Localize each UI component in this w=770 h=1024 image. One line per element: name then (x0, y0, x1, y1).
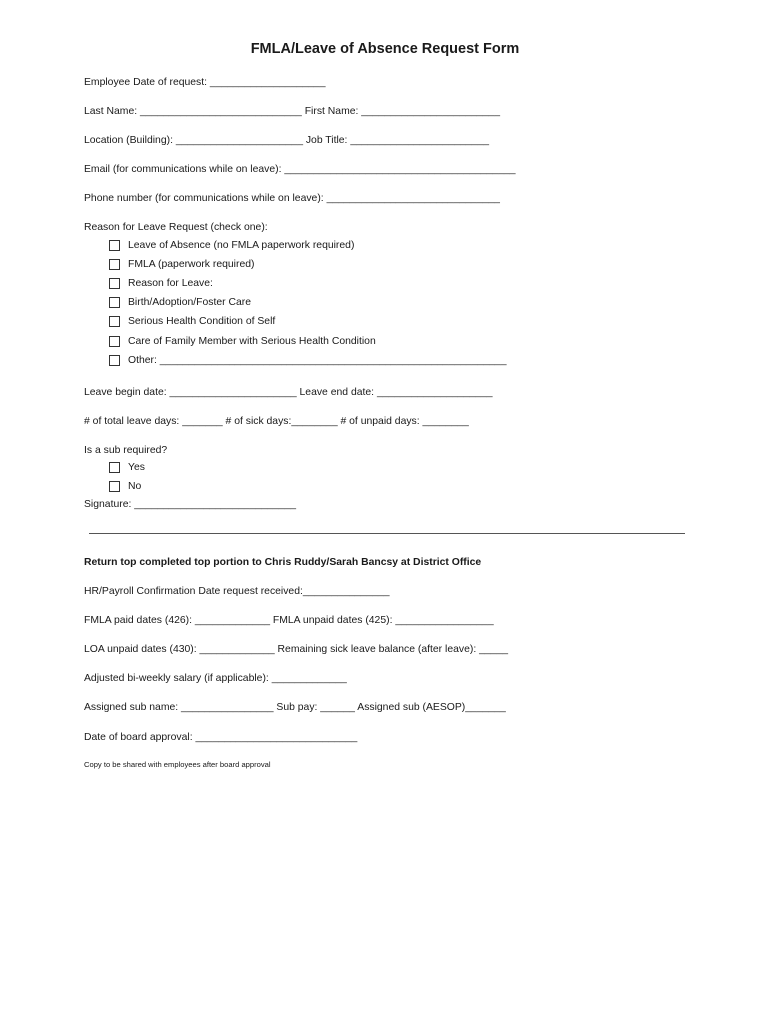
section-divider (89, 533, 685, 534)
name-fields[interactable]: Last Name: ____________________________ First Name: ________________________ (84, 106, 500, 117)
hr-confirmation-field[interactable]: HR/Payroll Confirmation Date request received:_______________ (84, 586, 390, 597)
reason-option-self-health[interactable] (109, 315, 275, 328)
return-instruction: Return top completed top portion to Chris Ruddy/Sarah Bancsy at District Office (84, 557, 482, 568)
fmla-dates-fields[interactable]: FMLA paid dates (426): _____________ FMLA unpaid dates (425): _________________ (84, 615, 494, 626)
reason-option-label: Reason for Leave: (128, 278, 213, 289)
checkbox[interactable] (109, 481, 120, 492)
footer-note: Copy to be shared with employees after board approval (84, 760, 271, 769)
reason-option-loa[interactable] (109, 239, 354, 252)
reason-option-family-care[interactable] (109, 335, 376, 348)
sub-assignment-fields[interactable]: Assigned sub name: ________________ Sub pay: ______ Assigned sub (AESOP)_______ (84, 702, 506, 713)
sub-option-no[interactable] (109, 480, 141, 493)
employee-date-field[interactable]: Employee Date of request: ____________________ (84, 77, 326, 88)
board-approval-field[interactable]: Date of board approval: ____________________________ (84, 732, 358, 743)
checkbox[interactable] (109, 297, 120, 308)
leave-days-fields[interactable]: # of total leave days: _______ # of sick days:________ # of unpaid days: ________ (84, 416, 469, 427)
reason-option-label: Leave of Absence (no FMLA paperwork required) (128, 240, 355, 251)
checkbox[interactable] (109, 462, 120, 473)
reason-option-label: FMLA (paperwork required) (128, 259, 255, 270)
checkbox[interactable] (109, 355, 120, 366)
email-field[interactable]: Email (for communications while on leave): ________________________________________ (84, 164, 516, 175)
checkbox[interactable] (109, 336, 120, 347)
reason-option-label: Birth/Adoption/Foster Care (128, 297, 252, 308)
sub-option-yes[interactable] (109, 461, 145, 474)
signature-field[interactable]: Signature: ____________________________ (84, 499, 297, 510)
sub-option-label: No (128, 481, 142, 492)
loa-dates-fields[interactable]: LOA unpaid dates (430): _____________ Remaining sick leave balance (after leave): _____ (84, 644, 508, 655)
form-title: FMLA/Leave of Absence Request Form (250, 41, 520, 57)
reason-option-birth-adoption[interactable] (109, 296, 251, 309)
leave-dates-fields[interactable]: Leave begin date: ______________________ Leave end date: ____________________ (84, 387, 493, 398)
reason-option-fmla[interactable] (109, 258, 254, 271)
reason-option-label: Other: ____________________________________________________________ (128, 355, 507, 366)
sub-option-label: Yes (128, 462, 145, 473)
checkbox[interactable] (109, 316, 120, 327)
checkbox[interactable] (109, 278, 120, 289)
checkbox[interactable] (109, 240, 120, 251)
reason-option-other[interactable] (109, 354, 507, 367)
location-job-fields[interactable]: Location (Building): ______________________ Job Title: ________________________ (84, 135, 490, 146)
reason-option-label: Care of Family Member with Serious Health Condition (128, 336, 376, 347)
reason-option-label: Serious Health Condition of Self (128, 316, 276, 327)
phone-field[interactable]: Phone number (for communications while on leave): ______________________________ (84, 193, 500, 204)
reason-option-reason-for-leave[interactable] (109, 277, 213, 290)
checkbox[interactable] (109, 259, 120, 270)
sub-required-question: Is a sub required? (84, 445, 168, 456)
salary-field[interactable]: Adjusted bi-weekly salary (if applicable): _____________ (84, 673, 347, 684)
reason-heading: Reason for Leave Request (check one): (84, 222, 268, 233)
